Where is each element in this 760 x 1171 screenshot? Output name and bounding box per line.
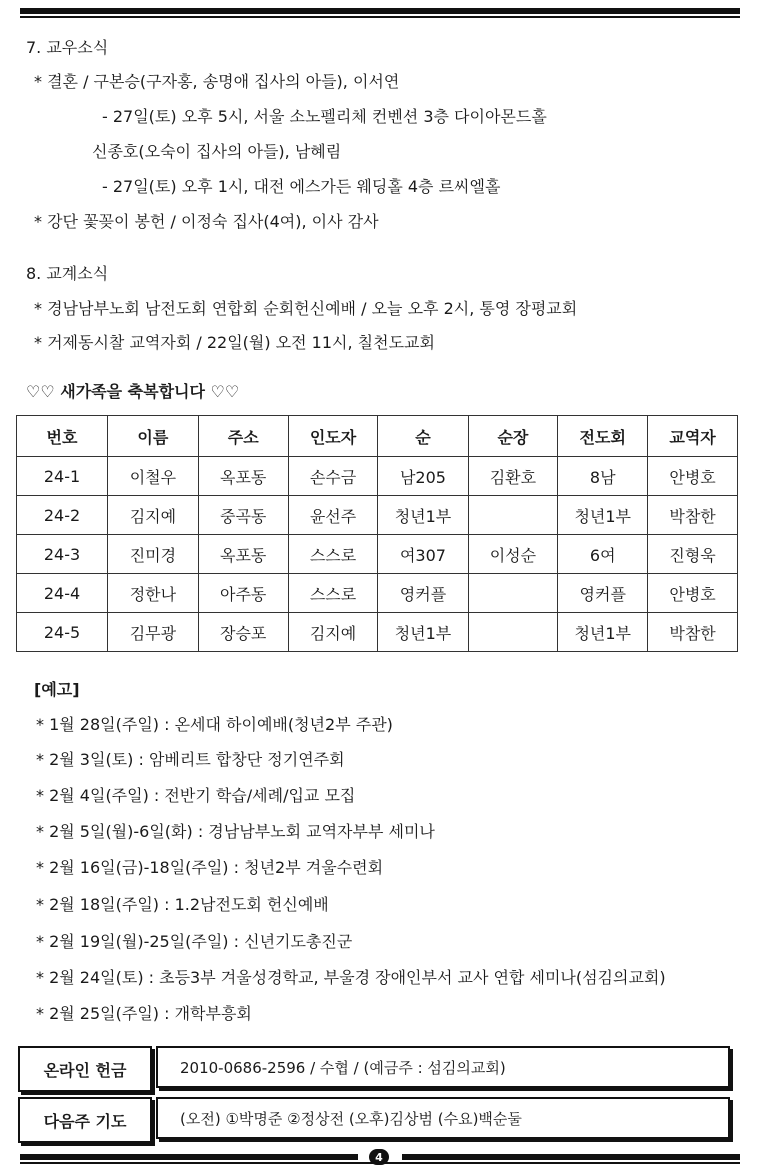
cell: 김지예 [288, 613, 378, 652]
next-prayer-label: 다음주 기도 [18, 1097, 152, 1143]
notice-item: * 2월 4일(주일) : 전반기 학습/세례/입교 모집 [36, 786, 356, 805]
cell: 스스로 [288, 574, 378, 613]
page-number: 4 [369, 1149, 389, 1165]
news-line: * 경남남부노회 남전도회 연합회 순회헌신예배 / 오늘 오후 2시, 통영 장평교회 [34, 299, 578, 318]
online-offering-row [18, 1046, 736, 1092]
cell: 옥포동 [198, 457, 288, 496]
cell: 남205 [378, 457, 468, 496]
cell: 정한나 [107, 574, 198, 613]
cell [468, 574, 558, 613]
table-row [17, 496, 738, 535]
online-offering-account: 2010-0686-2596 / 수협 / (예금주 : 섬김의교회) [156, 1046, 730, 1088]
cell: 옥포동 [198, 535, 288, 574]
cell: 영커플 [558, 574, 648, 613]
notice-item: * 2월 16일(금)-18일(주일) : 청년2부 겨울수련회 [36, 858, 384, 877]
new-family-table [16, 415, 738, 652]
news-line: 신종호(오숙이 집사의 아들), 남혜림 [92, 142, 342, 161]
cell: 김환호 [468, 457, 558, 496]
cell: 김무광 [107, 613, 198, 652]
header-cell: 순 [378, 416, 468, 457]
cell: 24-5 [17, 613, 108, 652]
cell: 아주동 [198, 574, 288, 613]
cell: 이성순 [468, 535, 558, 574]
notice-item: * 1월 28일(주일) : 온세대 하이예배(청년2부 주관) [36, 715, 393, 734]
cell: 안병호 [648, 457, 738, 496]
table-row [17, 613, 738, 652]
top-rule [20, 8, 740, 18]
table-row [17, 457, 738, 496]
table-header-row [17, 416, 738, 457]
cell: 영커플 [378, 574, 468, 613]
notice-item: * 2월 3일(토) : 암베리트 합창단 정기연주회 [36, 750, 345, 769]
bottom-rule [20, 1149, 740, 1165]
cell: 박참한 [648, 496, 738, 535]
header-number: 번호 [17, 416, 108, 457]
section-presbytery-news-title: 8. 교계소식 [26, 264, 109, 283]
cell: 청년1부 [558, 496, 648, 535]
header-mission-group: 전도회 [558, 416, 648, 457]
news-line: - 27일(토) 오후 5시, 서울 소노펠리체 컨벤션 3층 다이아몬드홀 [102, 107, 547, 126]
notice-item: * 2월 18일(주일) : 1.2남전도회 헌신예배 [36, 895, 329, 914]
cell [468, 613, 558, 652]
new-family-title: ♡♡ 새가족을 축복합니다 ♡♡ [26, 382, 240, 401]
cell: 중곡동 [198, 496, 288, 535]
cell: 장승포 [198, 613, 288, 652]
notice-item: * 2월 24일(토) : 초등3부 겨울성경학교, 부울경 장애인부서 교사 연합 세미나(섬김의교회) [36, 968, 666, 987]
cell [468, 496, 558, 535]
next-prayer-names: (오전) ①박명준 ②정상전 (오후)김상범 (수요)백순둘 [156, 1097, 730, 1139]
notice-title: [예고] [34, 680, 80, 699]
cell: 24-4 [17, 574, 108, 613]
notice-item: * 2월 5일(월)-6일(화) : 경남남부노회 교역자부부 세미나 [36, 822, 435, 841]
cell: 8남 [558, 457, 648, 496]
online-offering-label: 온라인 헌금 [18, 1046, 152, 1092]
news-line: * 결혼 / 구본승(구자홍, 송명애 집사의 아들), 이서연 [34, 72, 400, 91]
cell: 24-1 [17, 457, 108, 496]
notice-item: * 2월 19일(월)-25일(주일) : 신년기도총진군 [36, 932, 353, 951]
cell: 박참한 [648, 613, 738, 652]
cell: 24-2 [17, 496, 108, 535]
section-teacher-news-title: 7. 교우소식 [26, 38, 109, 57]
cell: 여307 [378, 535, 468, 574]
header-cell-leader: 순장 [468, 416, 558, 457]
table-row [17, 535, 738, 574]
cell: 청년1부 [558, 613, 648, 652]
cell: 스스로 [288, 535, 378, 574]
header-name: 이름 [107, 416, 198, 457]
header-guide: 인도자 [288, 416, 378, 457]
cell: 손수금 [288, 457, 378, 496]
next-prayer-row [18, 1097, 736, 1143]
news-line: - 27일(토) 오후 1시, 대전 에스가든 웨딩홀 4층 르씨엘홀 [102, 177, 501, 196]
cell: 김지예 [107, 496, 198, 535]
cell: 이철우 [107, 457, 198, 496]
cell: 진형욱 [648, 535, 738, 574]
header-pastor: 교역자 [648, 416, 738, 457]
news-line: * 강단 꽃꽂이 봉헌 / 이정숙 집사(4여), 이사 감사 [34, 212, 379, 231]
notice-item: * 2월 25일(주일) : 개학부흥회 [36, 1004, 252, 1023]
news-line: * 거제동시찰 교역자회 / 22일(월) 오전 11시, 칠천도교회 [34, 333, 435, 352]
table-row [17, 574, 738, 613]
header-address: 주소 [198, 416, 288, 457]
cell: 6여 [558, 535, 648, 574]
cell: 24-3 [17, 535, 108, 574]
cell: 윤선주 [288, 496, 378, 535]
cell: 청년1부 [378, 613, 468, 652]
cell: 안병호 [648, 574, 738, 613]
cell: 진미경 [107, 535, 198, 574]
cell: 청년1부 [378, 496, 468, 535]
